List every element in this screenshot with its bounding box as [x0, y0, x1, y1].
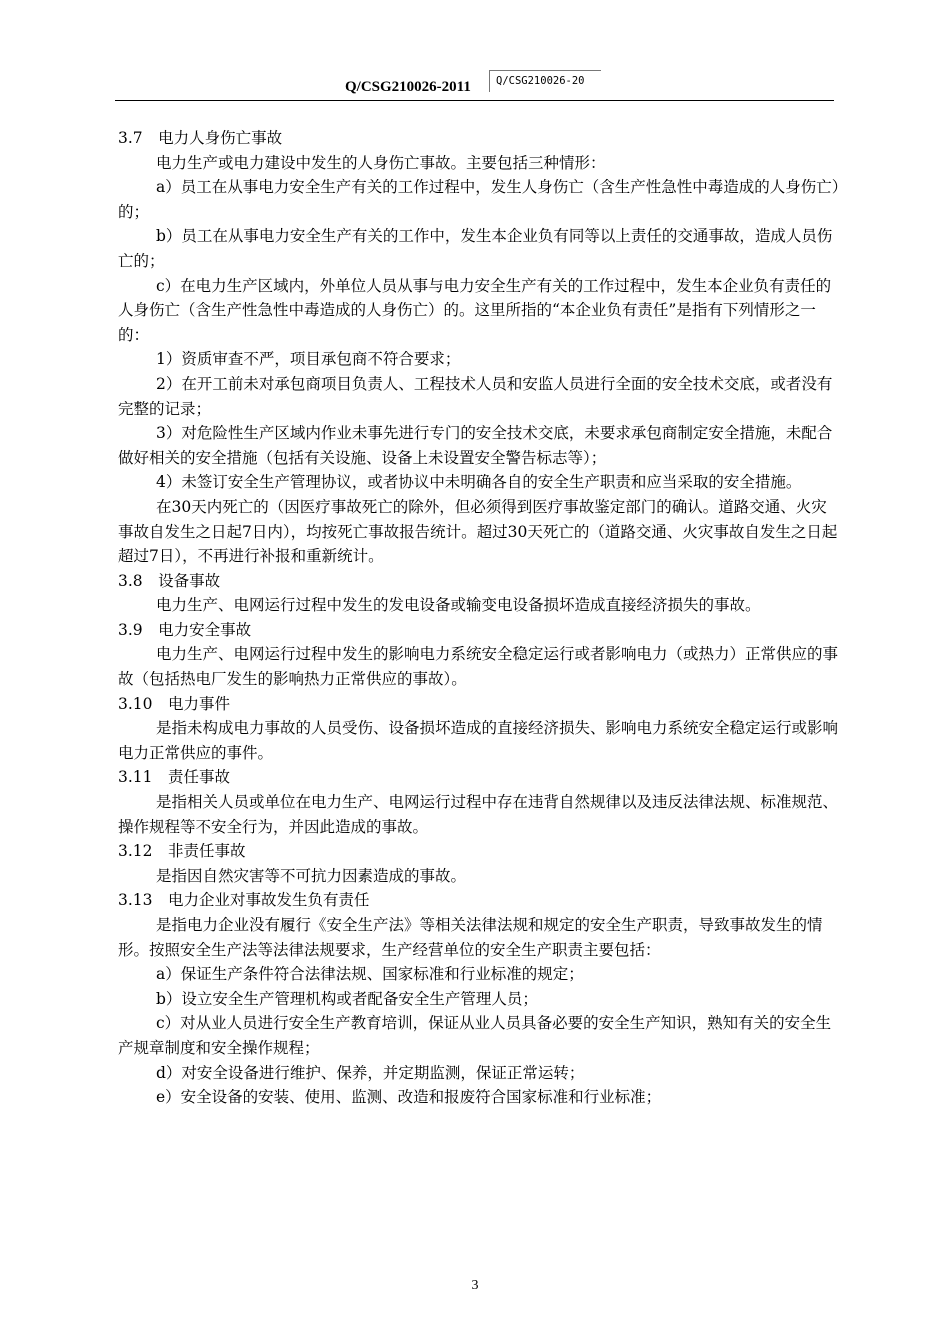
list-item-e: e）安全设备的安装、使用、监测、改造和报废符合国家标准和行业标准； — [156, 1088, 662, 1107]
paragraph: 是指因自然灾害等不可抗力因素造成的事故。 — [156, 866, 467, 885]
paragraph: 是指电力企业没有履行《安全生产法》等相关法律法规和规定的安全生产职责，导致事故发生的情形。按照安全生产法等法律法规要求，生产经营单位的安全生产职责主要包括： — [118, 916, 823, 959]
list-item-2: 2）在开工前未对承包商项目负责人、工程技术人员和安监人员进行全面的安全技术交底，或者没有完整的记录； — [118, 374, 833, 418]
paragraph: 是指相关人员或单位在电力生产、电网运行过程中存在违背自然规律以及违反法律法规、标准规范、操作规程等不安全行为，并因此造成的事故。 — [118, 793, 839, 836]
section-heading-3-9: 3.9 电力安全事故 — [118, 620, 252, 639]
page-number: 3 — [471, 1278, 479, 1293]
list-item-a: a）保证生产条件符合法律法规、国家标准和行业标准的规定； — [156, 965, 584, 984]
section-heading-3-8: 3.8 设备事故 — [118, 571, 221, 590]
list-item-1: 1）资质审查不严，项目承包商不符合要求； — [156, 350, 461, 369]
list-item-4: 4）未签订安全生产管理协议，或者协议中未明确各自的安全生产职责和应当采取的安全措施。 — [156, 473, 802, 492]
paragraph: 在30天内死亡的（因医疗事故死亡的除外，但必须得到医疗事故鉴定部门的确认。道路交通、火灾事故自发生之日起7日内），均按死亡事故报告统计。超过30天死亡的（道路交通、火灾事故自发生之日起超过7日），不再进行补报和重新统计。 — [118, 497, 838, 566]
paragraph: 电力生产、电网运行过程中发生的发电设备或输变电设备损坏造成直接经济损失的事故。 — [156, 596, 761, 615]
document-code: Q/CSG210026-2011 — [345, 79, 471, 95]
paragraph: 电力生产或电力建设中发生的人身伤亡事故。主要包括三种情形： — [156, 153, 606, 172]
list-item-b: b）设立安全生产管理机构或者配备安全生产管理人员； — [156, 989, 538, 1008]
list-item-a: a）员工在从事电力安全生产有关的工作过程中，发生人身伤亡（含生产性急性中毒造成的人身伤亡）的； — [118, 178, 840, 221]
list-item-3: 3）对危险性生产区域内作业未事先进行专门的安全技术交底，未要求承包商制定安全措施，未配合做好相关的安全措施（包括有关设施、设备上未设置安全警告标志等）； — [118, 424, 833, 467]
paragraph: 电力生产、电网运行过程中发生的影响电力系统安全稳定运行或者影响电力（或热力）正常供应的事故（包括热电厂发生的影响热力正常供应的事故）。 — [118, 645, 839, 689]
list-item-b: b）员工在从事电力安全生产有关的工作中，发生本企业负有同等以上责任的交通事故，造成人员伤亡的； — [118, 227, 833, 270]
section-heading-3-11: 3.11 责任事故 — [118, 768, 231, 787]
section-heading-3-7: 3.7 电力人身伤亡事故 — [118, 129, 283, 147]
paragraph: 是指未构成电力事故的人员受伤、设备损坏造成的直接经济损失、影响电力系统安全稳定运行或影响电力正常供应的事件。 — [118, 719, 839, 762]
list-item-c: c）对从业人员进行安全生产教育培训，保证从业人员具备必要的安全生产知识，熟知有关的安全生产规章制度和安全操作规程； — [118, 1014, 832, 1057]
section-heading-3-12: 3.12 非责任事故 — [118, 842, 246, 861]
header-rule — [115, 100, 834, 101]
section-heading-3-10: 3.10 电力事件 — [118, 694, 231, 713]
list-item-c: c）在电力生产区域内，外单位人员从事与电力安全生产有关的工作过程中，发生本企业负有责任的人身伤亡（含生产性急性中毒造成的人身伤亡）的。这里所指的“本企业负有责任”是指有下列情形之一的： — [118, 276, 832, 344]
list-item-d: d）对安全设备进行维护、保养，并定期监测，保证正常运转； — [156, 1063, 585, 1082]
document-code-box: Q/CSG210026-20 — [489, 70, 601, 92]
document-body — [118, 126, 840, 1110]
section-heading-3-13: 3.13 电力企业对事故发生负有责任 — [118, 891, 370, 910]
